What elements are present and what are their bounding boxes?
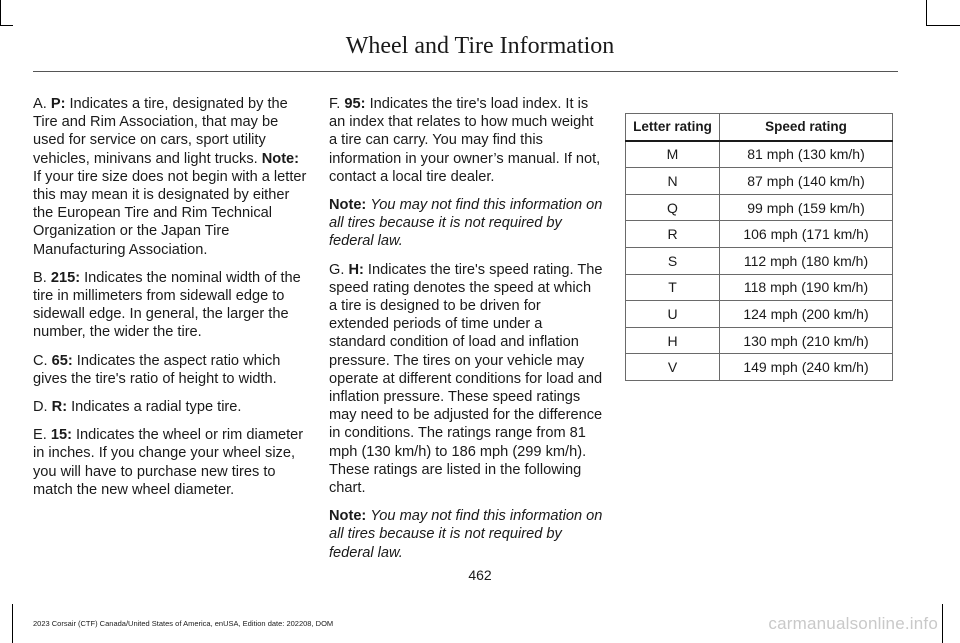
note-text: You may not find this information on all tires because it is not required by federal law. [329, 197, 603, 250]
speed-cell: 118 mph (190 km/h) [720, 274, 893, 301]
item-prefix: G. [329, 261, 345, 278]
note-text: You may not find this information on all tires because it is not required by federal law. [329, 508, 603, 561]
item-text: Indicates the nominal width of the tire in millimeters from sidewall edge to sidewall edge. In general, the larger the number, the wider the tire. [33, 269, 301, 341]
item-a [33, 95, 307, 259]
table-row [626, 221, 893, 248]
item-text: Indicates a tire, designated by the Tire and Rim Association, that may be used for service on cars, sport utility vehicles, minivans and light trucks. [33, 96, 288, 167]
table-row [626, 327, 893, 354]
table-header-row [626, 114, 893, 141]
table-row [626, 354, 893, 381]
speed-cell: 87 mph (140 km/h) [720, 168, 893, 195]
item-prefix: B. [33, 269, 47, 286]
item-prefix: A. [33, 96, 47, 112]
table-row [626, 247, 893, 274]
note-text: If your tire size does not begin with a letter this may mean it is designated by either the European Tire and Rim Technical Organization or the Japan Tire Manufacturing Association. [33, 168, 307, 258]
table-row [626, 274, 893, 301]
item-b [33, 269, 307, 342]
item-key: P: [50, 96, 66, 112]
letter-cell: R [626, 221, 720, 248]
speed-rating-table [625, 113, 893, 381]
letter-cell: M [626, 141, 720, 168]
crop-mark [926, 25, 960, 26]
item-g [329, 261, 603, 498]
letter-cell: U [626, 301, 720, 328]
item-prefix: C. [33, 352, 48, 369]
item-text: Indicates the tire's speed rating. The speed rating denotes the speed at which a tire is designed to be driven for extended periods of time under a standard condition of load and inflation pressure. The tires on your vehicle may operate at different conditions for load and inflation pressure. These speed ratings may need to be adjusted for the difference in conditions. The ratings range from 81 mph (130 km/h) to 186 mph (299 km/h). These ratings are listed in the following chart. [329, 261, 603, 497]
crop-mark [12, 604, 13, 643]
note-2 [329, 507, 603, 562]
item-key: R: [51, 399, 68, 416]
speed-cell: 130 mph (210 km/h) [720, 327, 893, 354]
crop-mark [0, 25, 13, 26]
speed-cell: 124 mph (200 km/h) [720, 301, 893, 328]
speed-cell: 112 mph (180 km/h) [720, 247, 893, 274]
note-label: Note: [329, 197, 367, 214]
header-letter-rating: Letter rating [626, 114, 720, 141]
table-row [626, 141, 893, 168]
speed-cell: 149 mph (240 km/h) [720, 354, 893, 381]
crop-mark [926, 0, 927, 26]
speed-cell: 81 mph (130 km/h) [720, 141, 893, 168]
crop-mark [0, 0, 1, 26]
header-speed-rating: Speed rating [720, 114, 893, 141]
speed-cell: 106 mph (171 km/h) [720, 221, 893, 248]
footer-edition-text: 2023 Corsair (CTF) Canada/United States of America, enUSA, Edition date: 202208, DOM [33, 619, 334, 628]
item-text: Indicates the aspect ratio which gives the tire's ratio of height to width. [33, 352, 281, 387]
item-text: Indicates a radial type tire. [67, 399, 242, 416]
middle-column [329, 95, 603, 572]
table-row [626, 194, 893, 221]
crop-mark [942, 604, 943, 643]
item-key: 95: [344, 96, 366, 112]
speed-cell: 99 mph (159 km/h) [720, 194, 893, 221]
item-key: 215: [50, 269, 81, 286]
item-prefix: E. [33, 427, 47, 444]
item-key: H: [348, 261, 364, 278]
table-row [626, 168, 893, 195]
page-title: Wheel and Tire Information [345, 33, 615, 59]
item-text: Indicates the tire's load index. It is an index that relates to how much weight a tire can carry. You may find this information in your owner’s manual. If not, contact a local tire dealer. [329, 96, 601, 185]
letter-cell: N [626, 168, 720, 195]
item-prefix: D. [33, 399, 48, 416]
note-label: Note: [329, 508, 367, 525]
watermark: carmanualsonline.info [768, 614, 938, 633]
table-row [626, 301, 893, 328]
item-e [33, 426, 307, 499]
item-key: 15: [50, 427, 72, 444]
item-f [329, 95, 603, 186]
note-1 [329, 196, 603, 251]
item-c [33, 352, 307, 388]
letter-cell: H [626, 327, 720, 354]
item-prefix: F. [329, 96, 341, 112]
page-number: 462 [468, 567, 492, 583]
note-label: Note: [261, 150, 300, 167]
item-d [33, 398, 307, 416]
header-divider [33, 71, 898, 72]
letter-cell: Q [626, 194, 720, 221]
letter-cell: T [626, 274, 720, 301]
left-column [33, 95, 307, 509]
item-key: 65: [51, 352, 73, 369]
letter-cell: S [626, 247, 720, 274]
item-text: Indicates the wheel or rim diameter in inches. If you change your wheel size, you will have to purchase new tires to match the new wheel diameter. [33, 427, 304, 498]
letter-cell: V [626, 354, 720, 381]
